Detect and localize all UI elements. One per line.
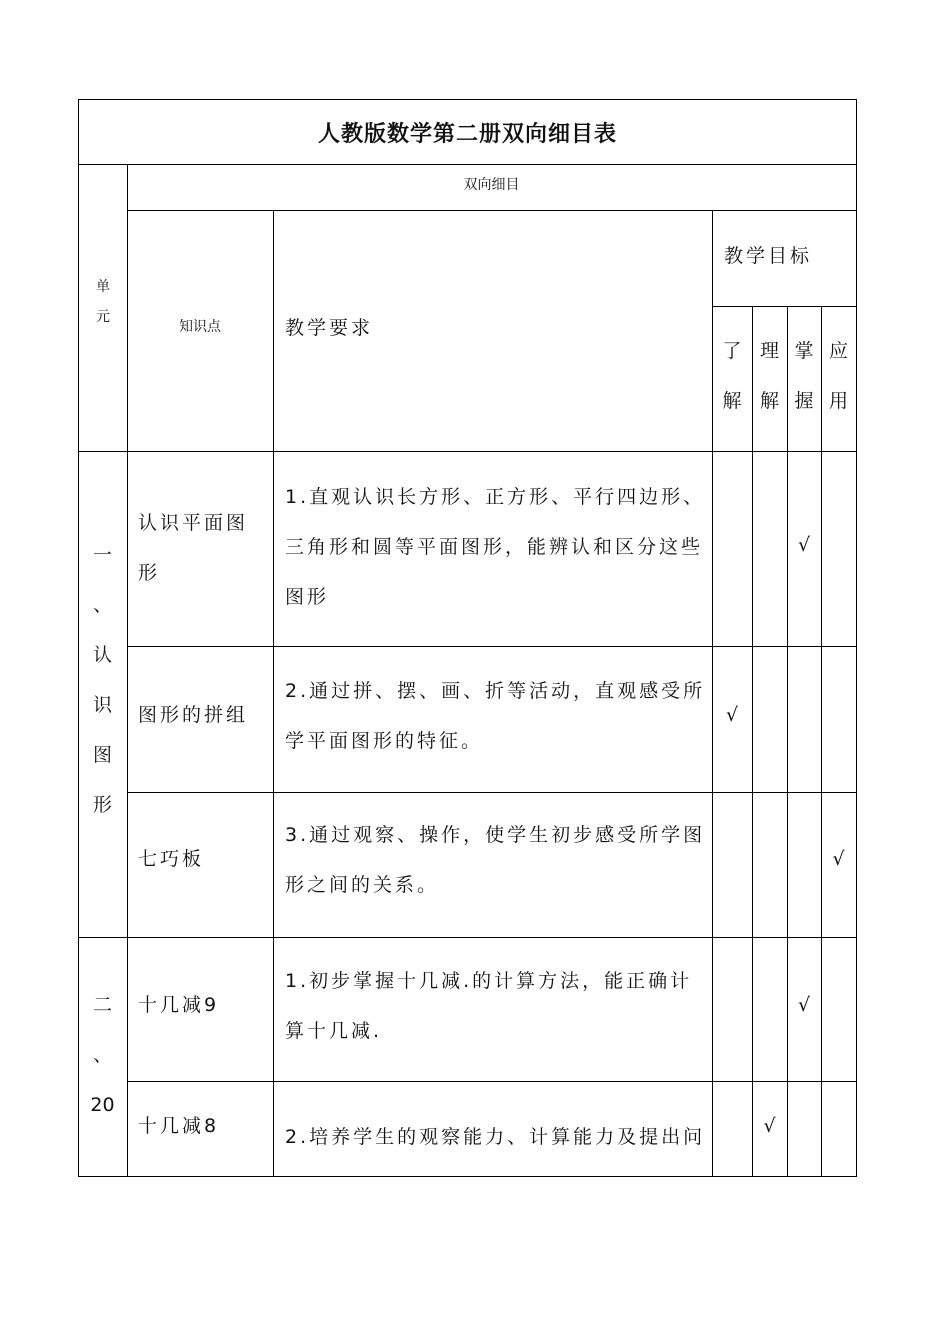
table-title: 人教版数学第二册双向细目表 [317,121,617,147]
grid-line [856,99,857,1177]
grid-line [127,792,857,793]
requirement-cell: 3.通过观察、操作，使学生初步感受所学图形之间的关系。 [285,824,706,896]
requirement-cell: 2.通过拼、摆、画、折等活动，直观感受所学平面图形的特征。 [285,680,706,752]
grid-line [127,210,857,211]
grid-line [273,210,274,1177]
unit-label-1: 一 、 认 识 图 形 [92,544,112,816]
knowledge-cell: 十几减8 [138,1115,220,1137]
requirement-cell: 2.培养学生的观察能力、计算能力及提出问 [285,1126,706,1148]
header-knowledge: 知识点 [179,319,221,335]
header-goal: 教学目标 [724,245,813,267]
header-unit: 单 元 [96,279,110,325]
grid-line [127,646,857,647]
knowledge-cell: 认识平面图形 [138,512,249,584]
check-mark: √ [797,994,811,1016]
check-mark: √ [832,848,845,870]
grid-line [821,306,822,1177]
grid-line [787,306,788,1177]
header-requirement: 教学要求 [285,317,374,339]
header-detail: 双向细目 [463,177,520,193]
knowledge-cell: 图形的拼组 [138,704,249,726]
grid-line [127,1081,857,1082]
header-level-master: 掌 握 [794,340,814,412]
header-level-comprehend: 理 解 [759,340,779,412]
grid-line [78,937,857,938]
knowledge-cell: 十几减9 [138,994,220,1016]
grid-line [78,451,857,452]
grid-line [712,306,857,307]
grid-line [78,99,857,100]
header-level-apply: 应 用 [828,340,848,412]
header-level-understand: 了 解 [722,340,742,412]
check-mark: √ [763,1115,776,1137]
requirement-cell: 1.初步掌握十几减.的计算方法，能正确计算十几减. [285,970,693,1042]
requirement-cell: 1.直观认识长方形、正方形、平行四边形、三角形和圆等平面图形，能辨认和区分这些图形 [285,486,706,608]
grid-line [752,306,753,1177]
unit-label-2: 二 、 20 [90,994,115,1116]
knowledge-cell: 七巧板 [138,848,205,870]
grid-line [78,1176,857,1177]
check-mark: √ [725,704,739,726]
check-mark: √ [797,534,811,556]
